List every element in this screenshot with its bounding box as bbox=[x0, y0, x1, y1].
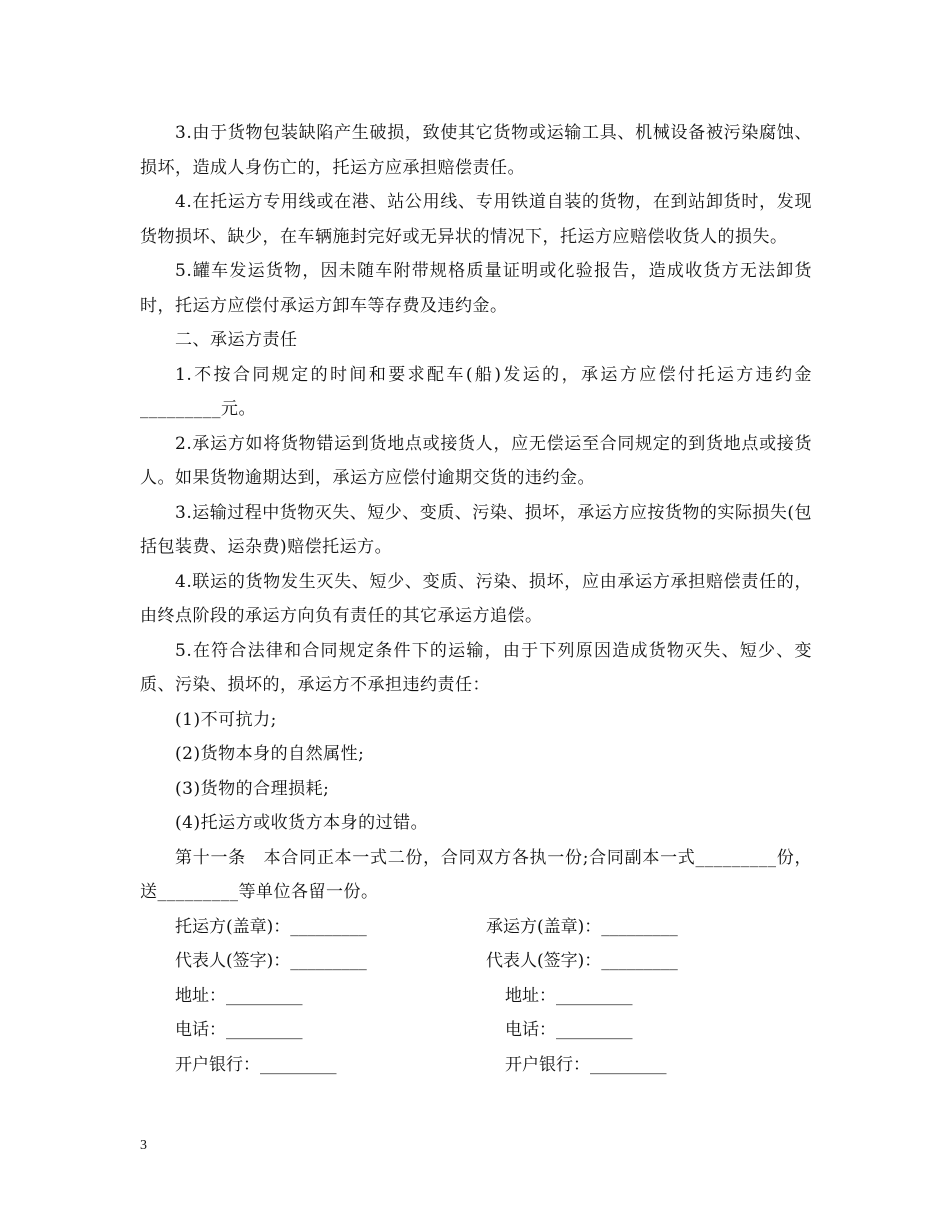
exemption-item-4: (4)托运方或收货方本身的过错。 bbox=[175, 813, 429, 833]
carrier-clause-3: 3.运输过程中货物灭失、短少、变质、污染、损坏，承运方应按货物的实际损失(包括包装费、运杂费)赔偿托运方。 bbox=[140, 502, 812, 557]
shipper-address-field: 地址：_________ bbox=[175, 985, 303, 1006]
carrier-address-field: 地址：_________ bbox=[505, 985, 633, 1006]
exemption-item-3: (3)货物的合理损耗; bbox=[175, 778, 330, 799]
shipper-seal-field: 托运方(盖章)：_________ bbox=[175, 916, 367, 937]
shipper-representative-field: 代表人(签字)：_________ bbox=[175, 951, 367, 971]
signature-row-address bbox=[140, 979, 812, 1014]
carrier-clause-4: 4.联运的货物发生灭失、短少、变质、污染、损坏，应由承运方承担赔偿责任的，由终点阶段的承运方向负有责任的其它承运方追偿。 bbox=[140, 571, 812, 626]
signature-row-phone bbox=[140, 1013, 812, 1048]
carrier-clause-1: 1.不按合同规定的时间和要求配车(船)发运的，承运方应偿付托运方违约金_________元。 bbox=[140, 364, 812, 419]
shipper-phone-field: 电话：_________ bbox=[175, 1020, 303, 1040]
carrier-seal-field: 承运方(盖章)：_________ bbox=[486, 916, 678, 937]
document-body bbox=[140, 116, 812, 1082]
signature-block bbox=[140, 910, 812, 1083]
section-heading-carrier-liability: 二、承运方责任 bbox=[175, 330, 298, 350]
signature-row-seal bbox=[140, 910, 812, 945]
article-11-copies: 第十一条 本合同正本一式二份，合同双方各执一份;合同副本一式_________份，送_________等单位各留一份。 bbox=[140, 847, 812, 902]
clause-4-self-loaded-goods: 4.在托运方专用线或在港、站公用线、专用铁道自装的货物，在到站卸货时，发现货物损坏、缺少，在车辆施封完好或无异状的情况下，托运方应赔偿收货人的损失。 bbox=[140, 192, 812, 247]
exemption-item-2: (2)货物本身的自然属性; bbox=[175, 744, 365, 764]
signature-row-representative bbox=[140, 944, 812, 979]
clause-5-tank-car: 5.罐车发运货物，因未随车附带规格质量证明或化验报告，造成收货方无法卸货时，托运方应偿付承运方卸车等存费及违约金。 bbox=[140, 261, 812, 316]
exemption-item-1: (1)不可抗力; bbox=[175, 709, 277, 730]
page-number: 3 bbox=[140, 1138, 147, 1153]
shipper-bank-field: 开户银行：_________ bbox=[175, 1054, 337, 1075]
carrier-representative-field: 代表人(签字)：_________ bbox=[486, 951, 678, 971]
carrier-bank-field: 开户银行：_________ bbox=[505, 1054, 667, 1075]
carrier-clause-5: 5.在符合法律和合同规定条件下的运输，由于下列原因造成货物灭失、短少、变质、污染、损坏的，承运方不承担违约责任： bbox=[140, 640, 812, 695]
carrier-clause-2: 2.承运方如将货物错运到货地点或接货人，应无偿运至合同规定的到货地点或接货人。如果货物逾期达到，承运方应偿付逾期交货的违约金。 bbox=[140, 433, 812, 488]
clause-3-packaging-defect: 3.由于货物包装缺陷产生破损，致使其它货物或运输工具、机械设备被污染腐蚀、损坏，造成人身伤亡的，托运方应承担赔偿责任。 bbox=[140, 123, 812, 178]
carrier-phone-field: 电话：_________ bbox=[505, 1020, 633, 1040]
signature-row-bank bbox=[140, 1048, 812, 1083]
